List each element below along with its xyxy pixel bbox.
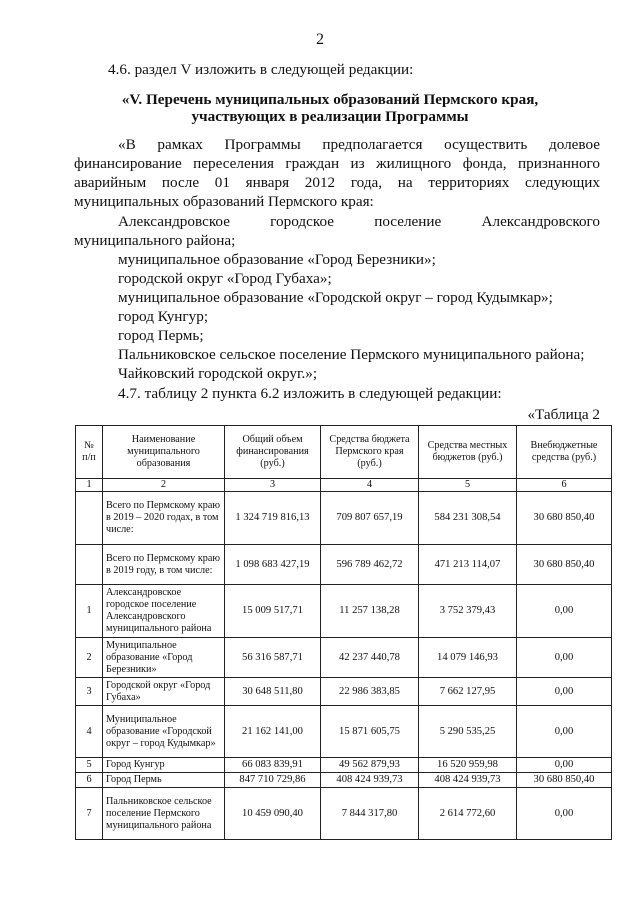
row-name: Городской округ «Город Губаха» (103, 678, 225, 706)
row-extra: 0,00 (517, 758, 612, 773)
row-name: Александровское городское поселение Александровского муниципального района (103, 585, 225, 638)
col-index: 2 (103, 479, 225, 492)
list-item: муниципального района; (74, 232, 236, 249)
row-regional: 11 257 138,28 (321, 585, 419, 638)
row-extra: 30 680 850,40 (517, 492, 612, 545)
row-total: 66 083 839,91 (225, 758, 321, 773)
row-total: 21 162 141,00 (225, 706, 321, 758)
list-item: муниципальное образование «Город Березники»; (118, 251, 436, 268)
paragraph-line: «В рамках Программы предполагается осуществить долевое (118, 136, 600, 153)
paragraph-line: финансирование переселения граждан из жилищного фонда, признанного (74, 155, 600, 172)
row-regional: 22 986 383,85 (321, 678, 419, 706)
col-index: 1 (76, 479, 103, 492)
section-title-line-2: участвующих в реализации Программы (191, 108, 469, 125)
row-num: 4 (76, 706, 103, 758)
header-num: № п/п (76, 426, 103, 479)
header-regional: Средства бюджета Пермского края (руб.) (321, 426, 419, 479)
header-local: Средства местных бюджетов (руб.) (419, 426, 517, 479)
list-item: Чайковский городской округ.»; (118, 365, 318, 382)
paragraph-line: муниципальных образований Пермского края: (74, 193, 374, 210)
table-row (76, 706, 612, 758)
header-total: Общий объем финансирования (руб.) (225, 426, 321, 479)
row-num: 1 (76, 585, 103, 638)
row-local: 408 424 939,73 (419, 773, 517, 788)
row-num: 3 (76, 678, 103, 706)
row-regional: 709 807 657,19 (321, 492, 419, 545)
row-name: Город Кунгур (103, 758, 225, 773)
table-row (76, 788, 612, 840)
row-name: Пальниковское сельское поселение Пермского муниципального района (103, 788, 225, 840)
row-name: Муниципальное образование «Городской округ – город Кудымкар» (103, 706, 225, 758)
row-name: Муниципальное образование «Город Березники» (103, 638, 225, 678)
table-row (76, 545, 612, 585)
row-local: 16 520 959,98 (419, 758, 517, 773)
row-total: 56 316 587,71 (225, 638, 321, 678)
col-index: 3 (225, 479, 321, 492)
row-num: 5 (76, 758, 103, 773)
row-num: 6 (76, 773, 103, 788)
list-item: город Пермь; (118, 327, 204, 344)
table-row (76, 638, 612, 678)
list-item: муниципальное образование «Городской округ – город Кудымкар»; (118, 289, 553, 306)
paragraph-4-6: 4.6. раздел V изложить в следующей редакции: (108, 61, 414, 78)
row-regional: 15 871 605,75 (321, 706, 419, 758)
row-local: 584 231 308,54 (419, 492, 517, 545)
row-name: Всего по Пермскому краю в 2019 году, в том числе: (103, 545, 225, 585)
col-index: 5 (419, 479, 517, 492)
row-local: 2 614 772,60 (419, 788, 517, 840)
row-local: 14 079 146,93 (419, 638, 517, 678)
row-total: 30 648 511,80 (225, 678, 321, 706)
col-index: 6 (517, 479, 612, 492)
row-extra: 0,00 (517, 638, 612, 678)
row-extra: 0,00 (517, 788, 612, 840)
row-num: 7 (76, 788, 103, 840)
row-regional: 408 424 939,73 (321, 773, 419, 788)
row-regional: 49 562 879,93 (321, 758, 419, 773)
table-row (76, 678, 612, 706)
list-item: Пальниковское сельское поселение Пермского муниципального района; (118, 346, 585, 363)
row-num (76, 545, 103, 585)
table-index-row (76, 479, 612, 492)
row-regional: 596 789 462,72 (321, 545, 419, 585)
list-item: город Кунгур; (118, 308, 209, 325)
row-extra: 0,00 (517, 678, 612, 706)
table-label: «Таблица 2 (527, 406, 600, 423)
row-local: 5 290 535,25 (419, 706, 517, 758)
page-number: 2 (316, 31, 324, 48)
row-local: 3 752 379,43 (419, 585, 517, 638)
row-num (76, 492, 103, 545)
section-title-line-1: «V. Перечень муниципальных образований Пермского края, (121, 91, 539, 108)
table-row (76, 773, 612, 788)
row-name: Город Пермь (103, 773, 225, 788)
paragraph-4-7: 4.7. таблицу 2 пункта 6.2 изложить в следующей редакции: (118, 385, 502, 402)
table-row (76, 492, 612, 545)
col-index: 4 (321, 479, 419, 492)
header-extra: Внебюджетные средства (руб.) (517, 426, 612, 479)
row-extra: 0,00 (517, 585, 612, 638)
row-extra: 30 680 850,40 (517, 773, 612, 788)
financing-table (75, 425, 612, 840)
row-total: 1 098 683 427,19 (225, 545, 321, 585)
table-row (76, 585, 612, 638)
row-regional: 42 237 440,78 (321, 638, 419, 678)
row-name: Всего по Пермскому краю в 2019 – 2020 годах, в том числе: (103, 492, 225, 545)
paragraph-line: аварийным после 01 января 2012 года, на территориях следующих (74, 174, 600, 191)
table-row (76, 758, 612, 773)
row-extra: 30 680 850,40 (517, 545, 612, 585)
list-item: Александровское городское поселение Александровского (118, 213, 600, 230)
header-name: Наименование муниципального образования (103, 426, 225, 479)
row-local: 471 213 114,07 (419, 545, 517, 585)
row-num: 2 (76, 638, 103, 678)
table-header-row (76, 426, 612, 479)
row-total: 847 710 729,86 (225, 773, 321, 788)
list-item: городской округ «Город Губаха»; (118, 270, 332, 287)
row-extra: 0,00 (517, 706, 612, 758)
row-total: 10 459 090,40 (225, 788, 321, 840)
row-total: 15 009 517,71 (225, 585, 321, 638)
row-regional: 7 844 317,80 (321, 788, 419, 840)
row-local: 7 662 127,95 (419, 678, 517, 706)
row-total: 1 324 719 816,13 (225, 492, 321, 545)
